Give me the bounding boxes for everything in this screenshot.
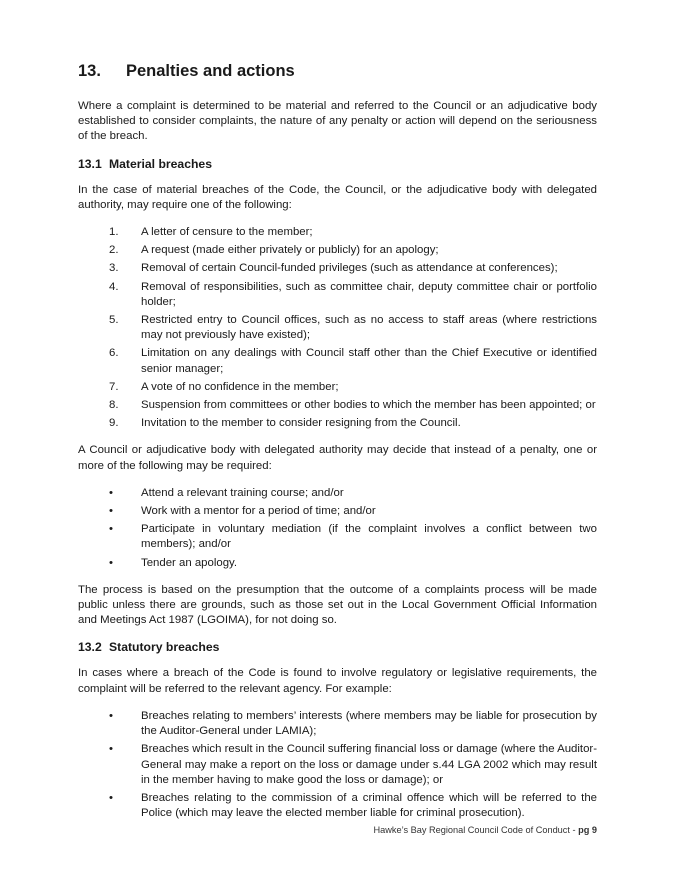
list-item-text: Attend a relevant training course; and/or	[141, 486, 344, 499]
material-intro-paragraph: In the case of material breaches of the Code, the Council, or the adjudicative body with delegated authority, may require one of the following:	[78, 183, 597, 211]
bullet-marker: •	[109, 505, 113, 518]
subsection-heading-material	[78, 157, 597, 171]
list-item	[78, 556, 597, 571]
bullet-marker: •	[109, 486, 113, 499]
statutory-examples-list	[78, 709, 597, 821]
list-item-text: Participate in voluntary mediation (if the complaint involves a conflict between two members); and/or	[141, 523, 597, 551]
alternative-intro-paragraph: A Council or adjudicative body with delegated authority may decide that instead of a penalty, one or more of the following may be required:	[78, 444, 597, 472]
subsection-heading-statutory	[78, 640, 597, 654]
list-item	[78, 791, 597, 821]
list-item-text: A vote of no confidence in the member;	[141, 380, 339, 393]
material-penalty-list	[78, 225, 597, 431]
bullet-marker: •	[109, 791, 113, 804]
list-item-text: Breaches relating to members’ interests (where members may be liable for prosecution by the Auditor-General under LAMIA);	[141, 709, 597, 738]
list-item	[78, 261, 597, 276]
list-item	[78, 225, 597, 240]
list-marker: 3.	[109, 262, 119, 275]
list-item	[78, 709, 597, 739]
list-marker: 8.	[109, 399, 119, 412]
list-item	[78, 243, 597, 258]
footer-text: Hawke’s Bay Regional Council Code of Conduct -	[373, 825, 579, 835]
bullet-marker: •	[109, 556, 113, 569]
list-item-text: Invitation to the member to consider resigning from the Council.	[141, 417, 461, 430]
list-marker: 5.	[109, 314, 119, 327]
list-item	[78, 742, 597, 788]
list-item-text: Breaches relating to the commission of a criminal offence which will be referred to the Police (which may leave the elected member liable for criminal prosecution).	[141, 791, 597, 820]
list-item	[78, 416, 597, 431]
section-title: Penalties and actions	[126, 62, 295, 80]
list-item-text: Suspension from committees or other bodies to which the member has been appointed; or	[141, 399, 596, 412]
section-heading	[78, 62, 597, 81]
list-item-text: A letter of censure to the member;	[141, 226, 313, 239]
list-item-text: Limitation on any dealings with Council staff other than the Chief Executive or identified senior manager;	[141, 347, 597, 375]
page-content	[78, 62, 597, 833]
subsection-title: Statutory breaches	[109, 640, 220, 655]
list-marker: 9.	[109, 417, 119, 430]
list-item	[78, 504, 597, 519]
list-item	[78, 398, 597, 413]
list-item-text: A request (made either privately or publicly) for an apology;	[141, 244, 439, 257]
list-item-text: Tender an apology.	[141, 556, 238, 569]
list-item	[78, 380, 597, 395]
list-item	[78, 346, 597, 376]
list-item-text: Restricted entry to Council offices, such as no access to staff areas (where restrictions may not previously have existed);	[141, 314, 597, 342]
subsection-number: 13.2	[78, 640, 102, 655]
list-item-text: Work with a mentor for a period of time; and/or	[141, 505, 376, 518]
list-marker: 6.	[109, 347, 119, 360]
list-marker: 4.	[109, 280, 119, 293]
list-item-text: Removal of responsibilities, such as committee chair, deputy committee chair or portfolio holder;	[141, 280, 597, 308]
list-marker: 1.	[109, 226, 119, 239]
list-item	[78, 486, 597, 501]
bullet-marker: •	[109, 709, 113, 722]
list-item-text: Breaches which result in the Council suffering financial loss or damage (where the Auditor-General may make a report on the loss or damage under s.44 LGA 2002 which may result in the member having to make good the loss or damage); or	[141, 743, 597, 786]
list-marker: 2.	[109, 244, 119, 257]
bullet-marker: •	[109, 523, 113, 536]
page-number: pg 9	[578, 825, 597, 835]
list-item	[78, 522, 597, 552]
list-item	[78, 280, 597, 310]
bullet-marker: •	[109, 743, 113, 756]
list-item	[78, 313, 597, 343]
page-footer	[373, 825, 597, 835]
subsection-number: 13.1	[78, 156, 102, 171]
subsection-title: Material breaches	[109, 156, 212, 171]
intro-paragraph: Where a complaint is determined to be material and referred to the Council or an adjudicative body established to consider complaints, the nature of any penalty or action will depend on the seriousness of the breach.	[78, 100, 597, 143]
list-marker: 7.	[109, 380, 119, 393]
process-paragraph: The process is based on the presumption that the outcome of a complaints process will be made public unless there are grounds, such as those set out in the Local Government Official Information and Meetings Act 1987 (LGOIMA), for not doing so.	[78, 583, 597, 627]
alternative-actions-list	[78, 486, 597, 571]
statutory-intro-paragraph: In cases where a breach of the Code is found to involve regulatory or legislative requirements, the complaint will be referred to the relevant agency. For example:	[78, 667, 597, 695]
list-item-text: Removal of certain Council-funded privileges (such as attendance at conferences);	[141, 262, 558, 275]
section-number: 13.	[78, 62, 101, 80]
